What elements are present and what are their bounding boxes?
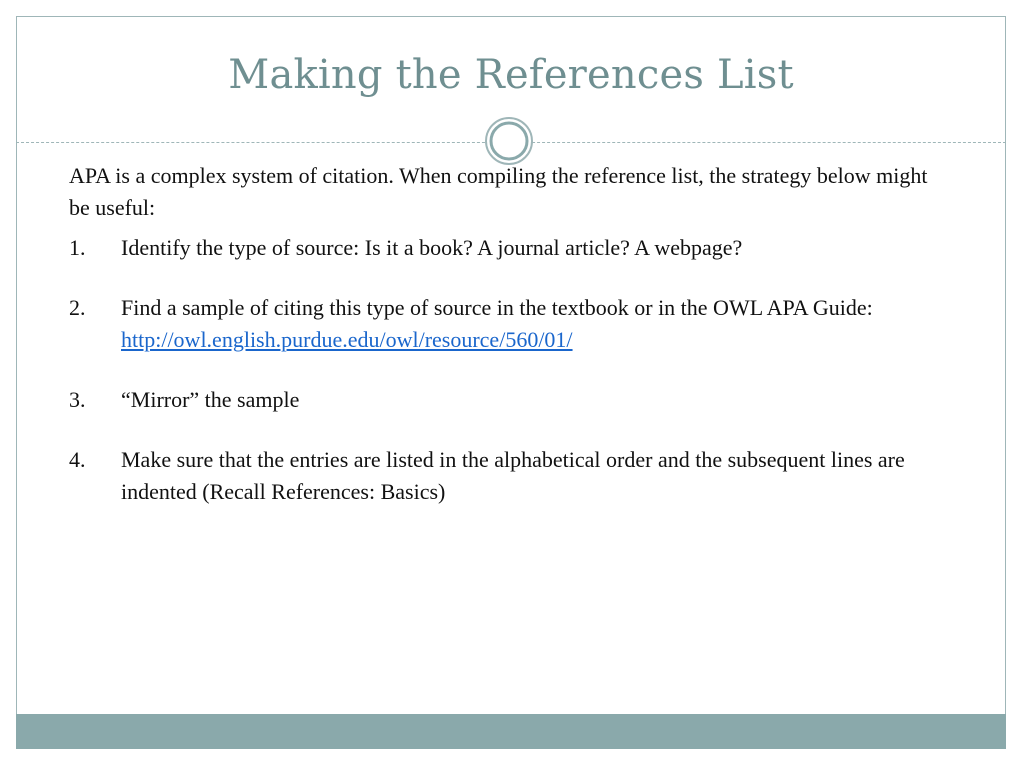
list-item [69, 292, 949, 356]
step-text: Make sure that the entries are listed in the alphabetical order and the subsequent lines are indented (Recall References: Basics) [121, 447, 905, 504]
step-text: Find a sample of citing this type of source in the textbook or in the OWL APA Guide: [121, 295, 873, 320]
list-item [69, 384, 949, 416]
intro-text: APA is a complex system of citation. When compiling the reference list, the strategy below might be useful: [69, 163, 928, 220]
bottom-band [16, 714, 1006, 749]
circle-ornament-icon [484, 116, 534, 166]
step-number: 2. [69, 295, 86, 320]
step-number: 3. [69, 387, 86, 412]
step-number: 4. [69, 447, 86, 472]
owl-apa-guide-link[interactable]: http://owl.english.purdue.edu/owl/resource/560/01/ [121, 327, 573, 352]
slide-title: Making the References List [228, 52, 794, 98]
list-item [69, 232, 949, 264]
steps-list [69, 232, 949, 508]
step-number: 1. [69, 235, 86, 260]
slide-body [69, 160, 949, 536]
step-text: Identify the type of source: Is it a book? A journal article? A webpage? [121, 235, 743, 260]
step-text: “Mirror” the sample [121, 387, 300, 412]
list-item [69, 444, 949, 508]
